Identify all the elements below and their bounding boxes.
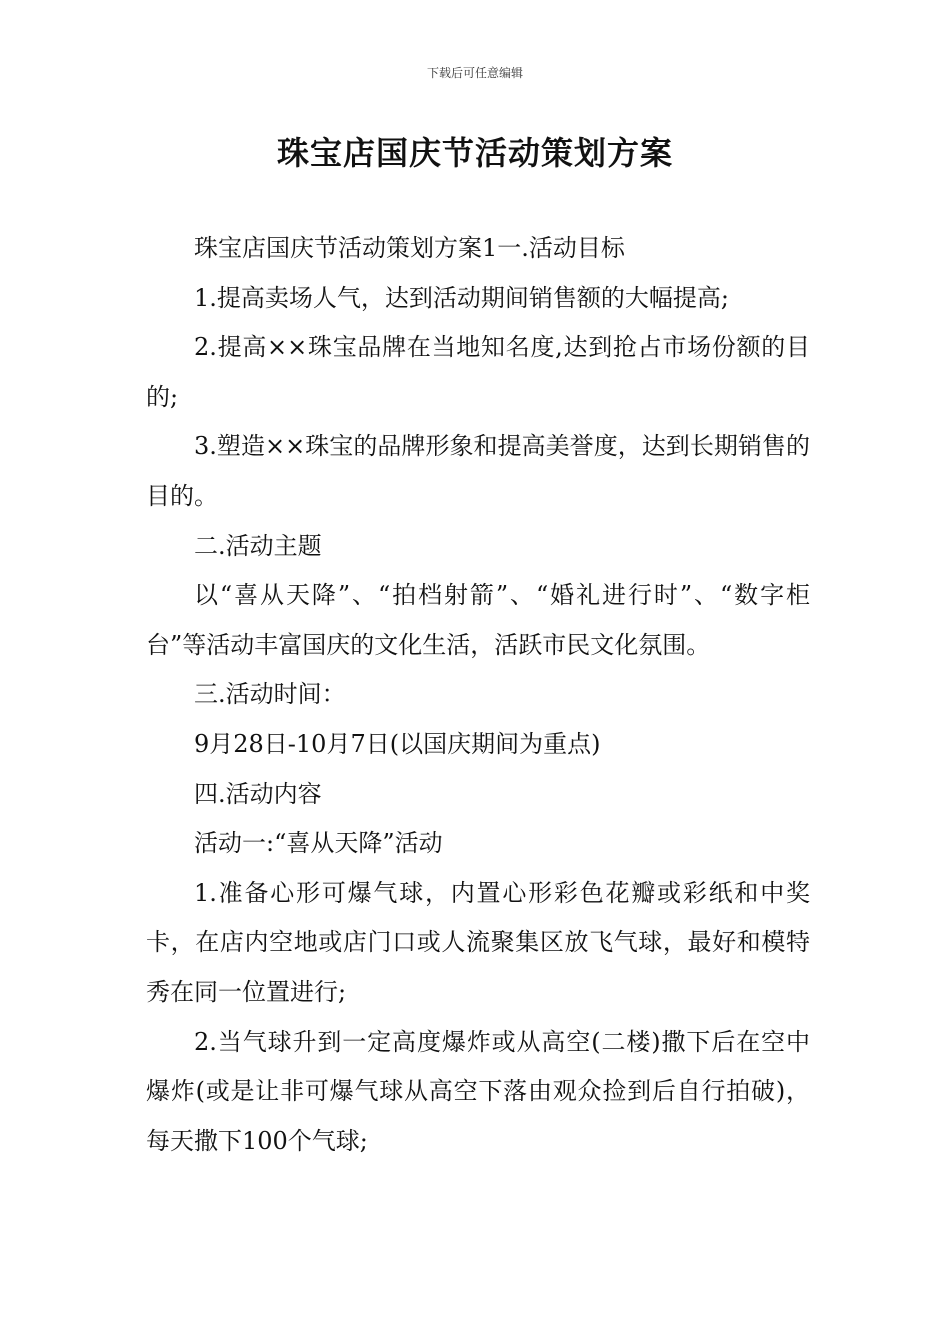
paragraph-goal-2: 2.提高××珠宝品牌在当地知名度,达到抢占市场份额的目的; xyxy=(146,333,810,411)
section-heading-theme: 二.活动主题 xyxy=(194,531,322,560)
page-header-note: 下载后可任意编辑 xyxy=(426,66,523,80)
paragraph-intro: 珠宝店国庆节活动策划方案1一.活动目标 xyxy=(194,234,625,262)
section-heading-content: 四.活动内容 xyxy=(194,779,322,808)
paragraph-time: 9月28日-10月7日(以国庆期间为重点) xyxy=(194,729,601,758)
paragraph-activity-1-step-2: 2.当气球升到一定高度爆炸或从高空(二楼)撒下后在空中爆炸(或是让非可爆气球从高空下落由观众捡到后自行拍破)，每天撒下100个气球; xyxy=(146,1027,810,1155)
section-heading-time: 三.活动时间： xyxy=(194,680,346,709)
subsection-heading-activity-1: 活动一:“喜从天降”活动 xyxy=(194,829,443,858)
document-body xyxy=(146,224,810,1166)
paragraph-goal-1: 1.提高卖场人气，达到活动期间销售额的大幅提高; xyxy=(194,283,729,312)
document-title: 珠宝店国庆节活动策划方案 xyxy=(276,134,673,172)
paragraph-goal-3: 3.塑造××珠宝的品牌形象和提高美誉度，达到长期销售的目的。 xyxy=(146,432,810,510)
paragraph-activity-1-step-1: 1.准备心形可爆气球，内置心形彩色花瓣或彩纸和中奖卡，在店内空地或店门口或人流聚集区放飞气球，最好和模特秀在同一位置进行; xyxy=(146,878,810,1006)
paragraph-theme: 以“喜从天降”、“拍档射箭”、“婚礼进行时”、“数字柜台”等活动丰富国庆的文化生活，活跃市民文化氛围。 xyxy=(146,581,810,659)
